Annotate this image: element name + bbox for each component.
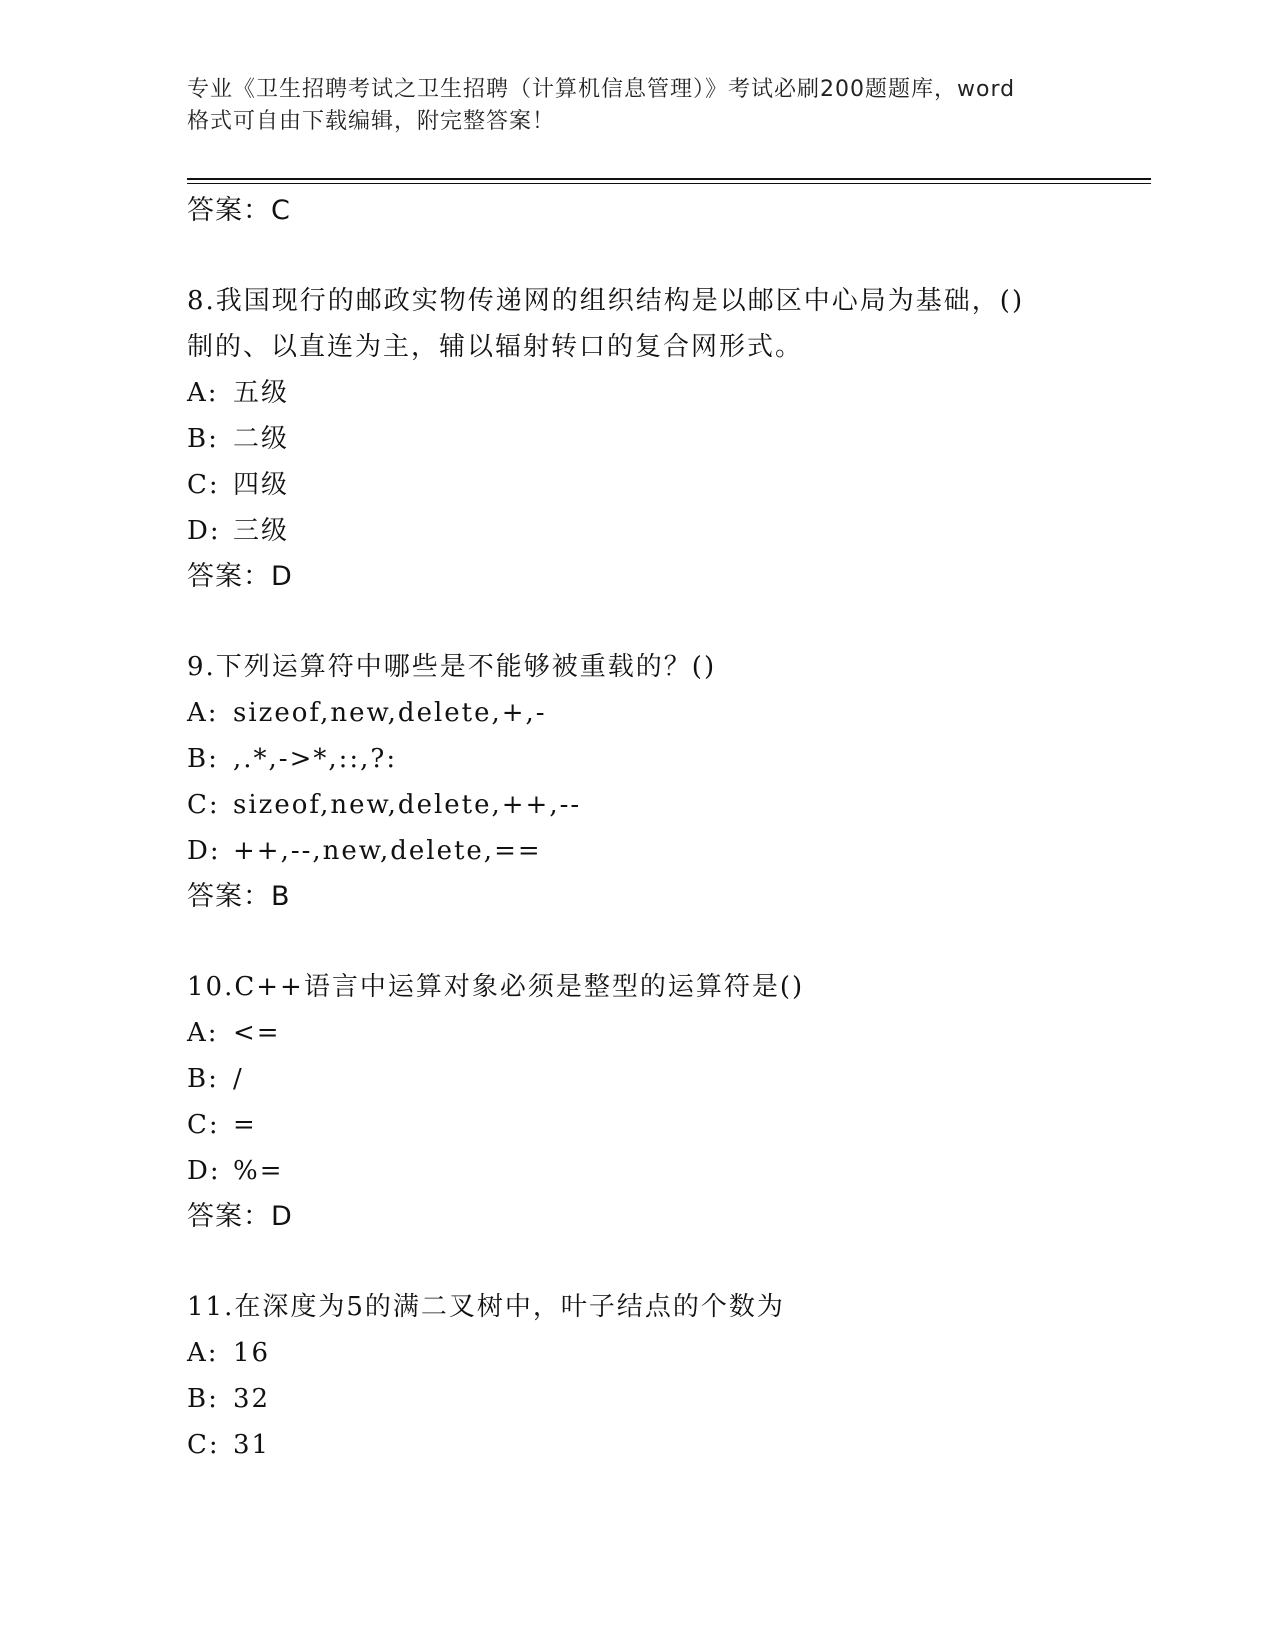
option-c <box>187 1422 1087 1468</box>
header-line-1: 专业《卫生招聘考试之卫生招聘（计算机信息管理）》考试必刷200题题库，word <box>187 77 1016 102</box>
option-b <box>187 736 1087 782</box>
option-text: 二级 <box>233 424 290 454</box>
option-label: B: <box>187 744 219 774</box>
option-label: A: <box>187 1338 219 1368</box>
question-stem: 制的、以直连为主，辅以辐射转口的复合网形式。 <box>187 332 804 362</box>
option-d <box>187 828 1087 874</box>
option-label: D: <box>187 1156 221 1186</box>
option-a <box>187 370 1087 416</box>
option-c <box>187 462 1087 508</box>
question-block <box>187 1284 1087 1468</box>
option-d <box>187 1148 1087 1194</box>
option-text: ++,--,new,delete,== <box>233 836 542 866</box>
answer-line: 答案：D <box>187 1201 293 1232</box>
option-text: = <box>233 1110 257 1140</box>
option-label: A: <box>187 698 219 728</box>
option-label: A: <box>187 1018 219 1048</box>
header-line-2: 格式可自由下载编辑，附完整答案！ <box>187 109 556 134</box>
question-stem: 11.在深度为5的满二叉树中，叶子结点的个数为 <box>187 1292 785 1322</box>
option-text: / <box>233 1064 244 1094</box>
option-label: B: <box>187 1064 219 1094</box>
option-label: C: <box>187 1110 220 1140</box>
option-b <box>187 1376 1087 1422</box>
answer-line: 答案：D <box>187 561 293 592</box>
question-stem: 8.我国现行的邮政实物传递网的组织结构是以邮区中心局为基础，() <box>187 286 1025 316</box>
question-stem: 10.C++语言中运算对象必须是整型的运算符是() <box>187 972 805 1002</box>
option-label: D: <box>187 836 221 866</box>
option-d <box>187 508 1087 554</box>
header-divider-thick <box>187 178 1151 180</box>
header-divider-thin <box>187 183 1151 184</box>
option-label: C: <box>187 1430 220 1460</box>
option-b <box>187 1056 1087 1102</box>
option-text: 四级 <box>233 470 290 500</box>
answer-line: 答案：C <box>187 195 291 226</box>
option-label: A: <box>187 378 219 408</box>
answer-line: 答案：B <box>187 881 291 912</box>
spacer <box>187 600 1087 644</box>
option-c <box>187 782 1087 828</box>
option-text: 三级 <box>233 516 290 546</box>
option-label: B: <box>187 1384 219 1414</box>
option-label: D: <box>187 516 221 546</box>
question-stem: 9.下列运算符中哪些是不能够被重载的？() <box>187 652 717 682</box>
option-text: ,.*,->*,::,?: <box>233 744 398 774</box>
option-label: C: <box>187 470 220 500</box>
question-block <box>187 964 1087 1240</box>
option-c <box>187 1102 1087 1148</box>
spacer <box>187 1240 1087 1284</box>
option-text: 31 <box>233 1430 271 1460</box>
option-text: sizeof,new,delete,+,- <box>233 698 547 728</box>
question-block <box>187 644 1087 920</box>
option-a <box>187 1010 1087 1056</box>
question-list <box>187 188 1087 1468</box>
option-text: %= <box>233 1156 284 1186</box>
option-text: 16 <box>233 1338 271 1368</box>
question-block <box>187 278 1087 600</box>
option-text: 五级 <box>233 378 290 408</box>
spacer <box>187 920 1087 964</box>
option-text: <= <box>233 1018 281 1048</box>
option-text: 32 <box>233 1384 271 1414</box>
option-label: C: <box>187 790 220 820</box>
option-text: sizeof,new,delete,++,-- <box>233 790 582 820</box>
option-label: B: <box>187 424 219 454</box>
spacer <box>187 234 1087 278</box>
option-a <box>187 1330 1087 1376</box>
option-a <box>187 690 1087 736</box>
document-header <box>187 74 1087 138</box>
option-b <box>187 416 1087 462</box>
